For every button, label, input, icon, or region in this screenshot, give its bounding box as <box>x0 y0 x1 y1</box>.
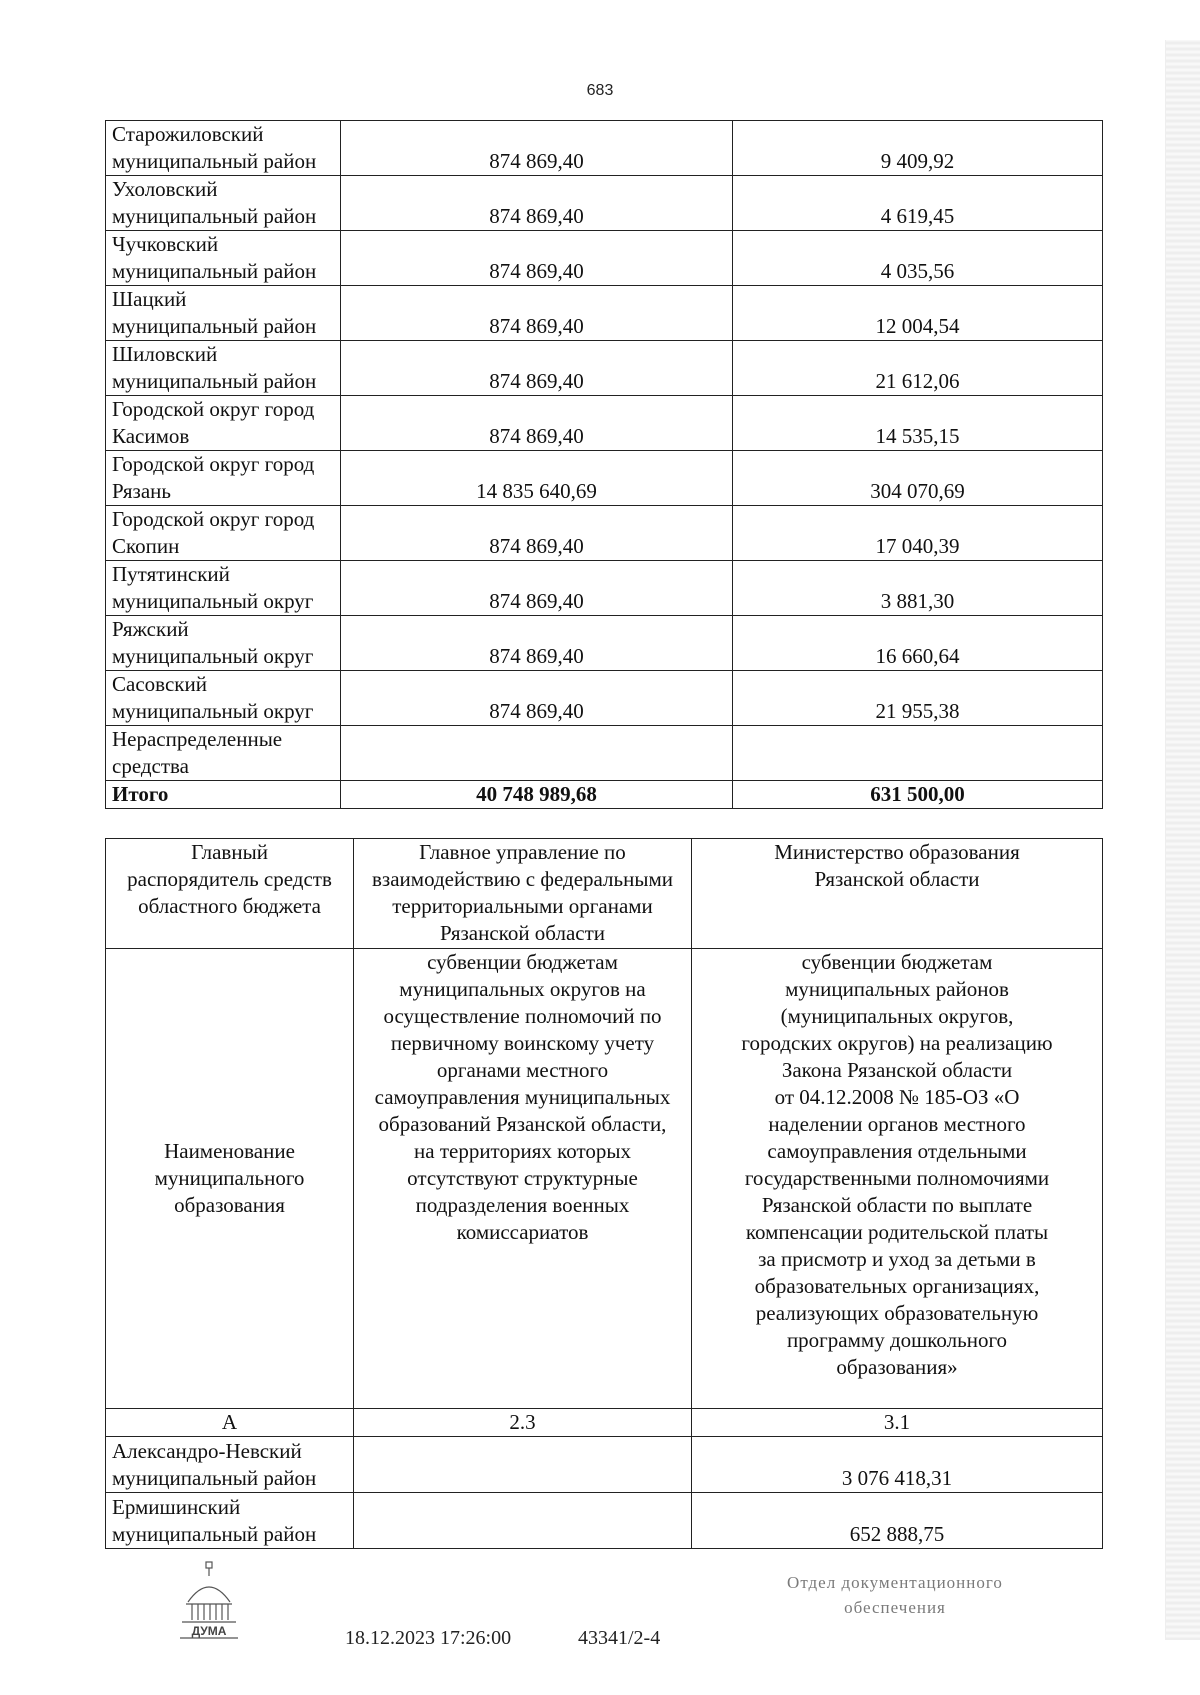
table-header-row <box>106 839 1103 949</box>
cell-line: образования <box>174 1193 285 1217</box>
cell-line: самоуправления муниципальных <box>374 1085 671 1109</box>
cell-line: муниципальных округов на <box>399 977 646 1001</box>
table-row <box>106 121 1103 176</box>
page-number: 683 <box>586 82 614 99</box>
municipality-name <box>106 341 341 396</box>
cell-line: муниципального <box>154 1166 305 1190</box>
cell-line: Нераспределенные <box>112 727 283 751</box>
cell-line: образования» <box>836 1355 958 1379</box>
table-row <box>106 341 1103 396</box>
department-stamp <box>745 1570 1045 1620</box>
amount-col3: 21 612,06 <box>733 341 1103 396</box>
municipality-name <box>106 121 341 176</box>
cell-line: Ермишинский <box>112 1495 241 1519</box>
cell-line: Рязанской области <box>814 867 980 891</box>
table-row <box>106 451 1103 506</box>
column-index: 2.3 <box>354 1409 692 1437</box>
amount-col3: 21 955,38 <box>733 671 1103 726</box>
cell-line: компенсации родительской платы <box>745 1220 1049 1244</box>
cell-line: городских округов) на реализацию <box>741 1031 1053 1055</box>
municipality-name <box>106 1437 354 1493</box>
cell-line: самоуправления отдельными <box>767 1139 1027 1163</box>
footer-date: 18.12.2023 17:26:00 <box>345 1627 512 1649</box>
cell-line: подразделения военных <box>415 1193 630 1217</box>
cell-line: образовательных организациях, <box>754 1274 1040 1298</box>
table-row <box>106 396 1103 451</box>
municipality-name <box>106 286 341 341</box>
cell-line: Главное управление по <box>419 840 626 864</box>
cell-line: Александро-Невский <box>112 1439 302 1463</box>
municipality-name <box>106 726 341 781</box>
amount-col2: 874 869,40 <box>341 561 733 616</box>
total-col2: 40 748 989,68 <box>341 781 733 809</box>
cell-line: муниципальный район <box>112 314 317 338</box>
column-index: А <box>106 1409 354 1437</box>
cell-line: отсутствуют структурные <box>407 1166 638 1190</box>
amount-col2: 874 869,40 <box>341 121 733 176</box>
amount-col3: 17 040,39 <box>733 506 1103 561</box>
duma-logo-icon <box>176 1560 242 1644</box>
amount-col2 <box>341 726 733 781</box>
table-row <box>106 726 1103 781</box>
table-row <box>106 176 1103 231</box>
header-main-distributor <box>106 839 354 949</box>
amount-col2: 874 869,40 <box>341 616 733 671</box>
cell-line: Ухоловский <box>112 177 218 201</box>
table-row <box>106 671 1103 726</box>
total-row <box>106 781 1103 809</box>
cell-line: программу дошкольного <box>786 1328 1008 1352</box>
cell-line: муниципальный район <box>112 149 317 173</box>
amount-col2: 14 835 640,69 <box>341 451 733 506</box>
municipality-name <box>106 506 341 561</box>
table-row <box>106 506 1103 561</box>
cell-line: первичному воинскому учету <box>390 1031 655 1055</box>
cell-line: территориальными органами <box>392 894 653 918</box>
amount-col3: 4 035,56 <box>733 231 1103 286</box>
cell-line: Рязанской области по выплате <box>761 1193 1033 1217</box>
municipality-name <box>106 1493 354 1549</box>
cell-line: государственными полномочиями <box>744 1166 1050 1190</box>
cell-line: муниципальный округ <box>112 589 314 613</box>
table-row <box>106 1437 1103 1493</box>
amount-col3: 304 070,69 <box>733 451 1103 506</box>
amount-col3: 3 881,30 <box>733 561 1103 616</box>
cell-line: распорядитель средств <box>127 867 332 891</box>
table-row <box>106 286 1103 341</box>
amount-col3: 14 535,15 <box>733 396 1103 451</box>
cell-line: муниципальный район <box>112 1466 317 1490</box>
municipality-name <box>106 396 341 451</box>
table-row <box>106 231 1103 286</box>
cell-line: Закона Рязанской области <box>781 1058 1013 1082</box>
amount-col2: 874 869,40 <box>341 176 733 231</box>
column-index: 3.1 <box>692 1409 1103 1437</box>
total-col3: 631 500,00 <box>733 781 1103 809</box>
amount-col3: 16 660,64 <box>733 616 1103 671</box>
amount-col3: 12 004,54 <box>733 286 1103 341</box>
stamp-line: Отдел документационного <box>787 1573 1003 1592</box>
cell-line: Рязанской области <box>439 921 606 945</box>
table-row <box>106 561 1103 616</box>
municipality-name <box>106 231 341 286</box>
svg-text:ДУМА: ДУМА <box>191 1624 227 1638</box>
municipality-name <box>106 616 341 671</box>
amount-col3: 9 409,92 <box>733 121 1103 176</box>
cell-line: комиссариатов <box>456 1220 589 1244</box>
cell-line: реализующих образовательную <box>755 1301 1039 1325</box>
column-index-row <box>106 1409 1103 1437</box>
cell-line: субвенции бюджетам <box>801 950 993 974</box>
cell-line: Шиловский <box>112 342 218 366</box>
cell-line: Городской округ город <box>112 452 315 476</box>
amount-col3 <box>733 726 1103 781</box>
amount-col2: 874 869,40 <box>341 341 733 396</box>
cell-line: средства <box>112 754 190 778</box>
cell-line: муниципальный округ <box>112 699 314 723</box>
cell-line: муниципальный район <box>112 204 317 228</box>
cell-line: Ряжский <box>112 617 189 641</box>
cell-line: органами местного <box>436 1058 609 1082</box>
cell-line: Наименование <box>164 1139 295 1163</box>
amount-col2 <box>354 1493 692 1549</box>
cell-line: Путятинский <box>112 562 230 586</box>
cell-line: областного бюджета <box>138 894 321 918</box>
cell-line: наделении органов местного <box>768 1112 1026 1136</box>
cell-line: Городской округ город <box>112 507 315 531</box>
cell-line: на территориях которых <box>414 1139 631 1163</box>
cell-line: Старожиловский <box>112 122 264 146</box>
cell-line: от 04.12.2008 № 185-ОЗ «О <box>774 1085 1020 1109</box>
amount-col3: 3 076 418,31 <box>692 1437 1103 1493</box>
cell-line: муниципальный район <box>112 259 317 283</box>
description-col3 <box>692 949 1103 1409</box>
allocation-table-education <box>105 838 1103 1549</box>
municipality-name-header <box>106 949 354 1409</box>
cell-line: Министерство образования <box>774 840 1020 864</box>
municipality-name <box>106 561 341 616</box>
cell-line: Шацкий <box>112 287 187 311</box>
cell-line: взаимодействию с федеральными <box>372 867 673 891</box>
allocation-table-continued <box>105 120 1103 809</box>
header-col3 <box>692 839 1103 949</box>
amount-col2: 874 869,40 <box>341 231 733 286</box>
cell-line: муниципальный округ <box>112 644 314 668</box>
header-col2 <box>354 839 692 949</box>
table-row <box>106 616 1103 671</box>
amount-col2 <box>354 1437 692 1493</box>
stamp-line: обеспечения <box>844 1598 946 1617</box>
amount-col2: 874 869,40 <box>341 671 733 726</box>
cell-line: Городской округ город <box>112 397 315 421</box>
scan-margin-strip <box>1165 40 1200 1640</box>
cell-line: Главный <box>191 840 268 864</box>
description-col2 <box>354 949 692 1409</box>
cell-line: муниципальных районов <box>785 977 1009 1001</box>
amount-col2: 874 869,40 <box>341 396 733 451</box>
cell-line: субвенции бюджетам <box>427 950 618 974</box>
cell-line: осуществление полномочий по <box>383 1004 662 1028</box>
cell-line: Скопин <box>112 534 180 558</box>
cell-line: (муниципальных округов, <box>780 1004 1014 1028</box>
table-description-row <box>106 949 1103 1409</box>
municipality-name <box>106 451 341 506</box>
amount-col3: 652 888,75 <box>692 1493 1103 1549</box>
amount-col2: 874 869,40 <box>341 506 733 561</box>
cell-line: Рязань <box>112 479 171 503</box>
cell-line: муниципальный район <box>112 1522 317 1546</box>
cell-line: Касимов <box>112 424 190 448</box>
municipality-name <box>106 671 341 726</box>
municipality-name <box>106 176 341 231</box>
cell-line: образований Рязанской области, <box>378 1112 667 1136</box>
footer-doc-code: 43341/2-4 <box>578 1627 661 1649</box>
cell-line: Чучковский <box>112 232 219 256</box>
table-row <box>106 1493 1103 1549</box>
total-label: Итого <box>106 781 341 809</box>
cell-line: муниципальный район <box>112 369 317 393</box>
cell-line: за присмотр и уход за детьми в <box>758 1247 1036 1271</box>
cell-line: Сасовский <box>112 672 207 696</box>
amount-col2: 874 869,40 <box>341 286 733 341</box>
amount-col3: 4 619,45 <box>733 176 1103 231</box>
